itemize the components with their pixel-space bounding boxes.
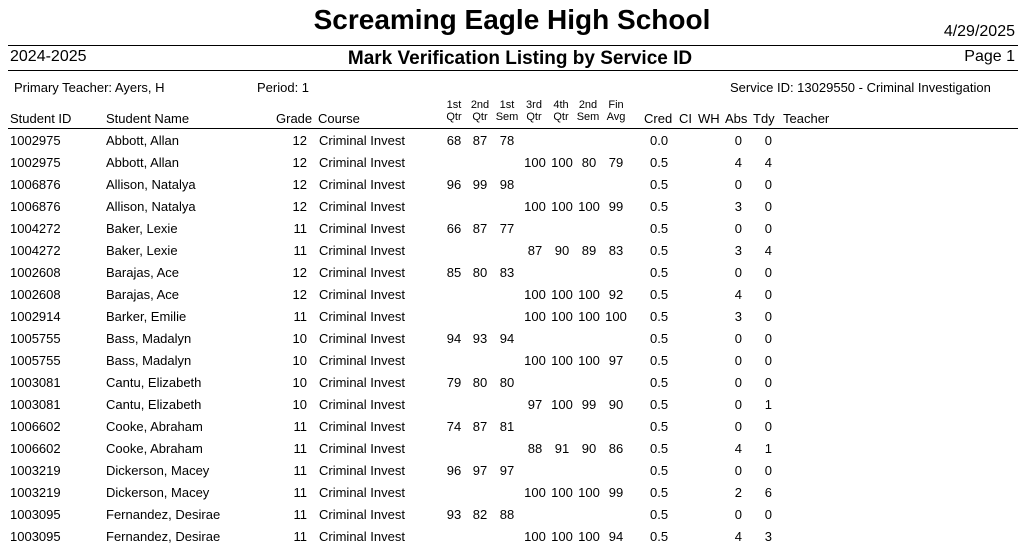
cell-q1: 96 (446, 463, 462, 478)
cell-course: Criminal Invest (319, 353, 405, 368)
cell-q2: 87 (472, 133, 488, 148)
cell-q1: 85 (446, 265, 462, 280)
cell-s1: 77 (499, 221, 515, 236)
table-row (0, 441, 1030, 463)
cell-q4: 100 (551, 155, 573, 170)
cell-q4: 100 (551, 199, 573, 214)
cell-cred: 0.5 (650, 397, 669, 412)
table-row (0, 485, 1030, 507)
cell-s2: 80 (581, 155, 597, 170)
cell-cred: 0.5 (650, 463, 669, 478)
col-header-q3: 3rd Qtr (526, 99, 542, 123)
cell-student-name: Cooke, Abraham (106, 441, 203, 456)
cell-student-id: 1003095 (10, 507, 61, 522)
report-date: 4/29/2025 (943, 23, 1015, 40)
cell-course: Criminal Invest (319, 463, 405, 478)
cell-cred: 0.5 (650, 507, 669, 522)
cell-student-name: Bass, Madalyn (106, 353, 192, 368)
cell-tdy: 0 (764, 463, 772, 478)
cell-tdy: 6 (764, 485, 772, 500)
cell-q1: 94 (446, 331, 462, 346)
cell-abs: 3 (734, 309, 742, 324)
cell-grade: 12 (292, 265, 307, 280)
cell-q3: 87 (527, 243, 543, 258)
cell-fin: 100 (605, 309, 627, 324)
cell-q2: 93 (472, 331, 488, 346)
table-row (0, 419, 1030, 441)
col-header-s1: 1st Sem (495, 99, 519, 123)
table-row (0, 353, 1030, 375)
cell-student-name: Baker, Lexie (106, 243, 178, 258)
cell-q4: 100 (551, 287, 573, 302)
cell-student-id: 1003081 (10, 375, 61, 390)
cell-grade: 11 (293, 463, 307, 478)
cell-grade: 11 (293, 221, 307, 236)
cell-grade: 11 (293, 441, 307, 456)
cell-student-id: 1003095 (10, 529, 61, 544)
cell-student-name: Cantu, Elizabeth (106, 397, 202, 412)
cell-course: Criminal Invest (319, 485, 405, 500)
cell-cred: 0.0 (650, 133, 669, 148)
col-header-course: Course (318, 111, 360, 126)
cell-grade: 11 (293, 309, 307, 324)
cell-q4: 100 (551, 397, 573, 412)
table-row (0, 155, 1030, 177)
cell-fin: 97 (608, 353, 624, 368)
cell-tdy: 0 (764, 265, 772, 280)
col-header-teacher: Teacher (783, 111, 830, 126)
cell-student-name: Cooke, Abraham (106, 419, 203, 434)
cell-q3: 100 (524, 485, 546, 500)
cell-fin: 83 (608, 243, 624, 258)
cell-q2: 99 (472, 177, 488, 192)
col-header-q1: 1st Qtr (446, 99, 462, 123)
table-row (0, 507, 1030, 529)
cell-grade: 10 (292, 353, 307, 368)
cell-s1: 94 (499, 331, 515, 346)
cell-cred: 0.5 (650, 375, 669, 390)
cell-cred: 0.5 (650, 419, 669, 434)
cell-q2: 87 (472, 221, 488, 236)
table-row (0, 265, 1030, 287)
cell-abs: 3 (734, 199, 742, 214)
cell-cred: 0.5 (650, 199, 669, 214)
cell-abs: 4 (734, 287, 742, 302)
cell-q4: 91 (554, 441, 570, 456)
cell-student-name: Barker, Emilie (106, 309, 187, 324)
cell-student-name: Fernandez, Desirae (106, 507, 221, 522)
cell-course: Criminal Invest (319, 397, 405, 412)
cell-abs: 4 (734, 529, 742, 544)
cell-fin: 86 (608, 441, 624, 456)
cell-cred: 0.5 (650, 309, 669, 324)
cell-abs: 4 (734, 441, 742, 456)
cell-tdy: 4 (764, 155, 772, 170)
cell-q1: 68 (446, 133, 462, 148)
cell-tdy: 0 (764, 133, 772, 148)
cell-cred: 0.5 (650, 265, 669, 280)
cell-fin: 99 (608, 199, 624, 214)
cell-abs: 0 (734, 221, 742, 236)
cell-student-id: 1006876 (10, 177, 61, 192)
cell-abs: 0 (734, 177, 742, 192)
cell-s1: 80 (499, 375, 515, 390)
cell-grade: 11 (293, 243, 307, 258)
cell-student-id: 1003219 (10, 463, 61, 478)
cell-grade: 12 (292, 133, 307, 148)
table-row (0, 309, 1030, 331)
cell-q4: 100 (551, 485, 573, 500)
cell-tdy: 0 (764, 419, 772, 434)
cell-q4: 100 (551, 309, 573, 324)
cell-s2: 100 (578, 529, 600, 544)
cell-q3: 100 (524, 529, 546, 544)
cell-grade: 12 (292, 199, 307, 214)
cell-s1: 78 (499, 133, 515, 148)
cell-tdy: 0 (764, 375, 772, 390)
table-row (0, 221, 1030, 243)
cell-student-id: 1002975 (10, 133, 61, 148)
table-header-divider (8, 128, 1018, 129)
cell-course: Criminal Invest (319, 375, 405, 390)
cell-tdy: 0 (764, 507, 772, 522)
cell-abs: 0 (734, 507, 742, 522)
col-header-q4: 4th Qtr (553, 99, 569, 123)
cell-q2: 80 (472, 375, 488, 390)
cell-cred: 0.5 (650, 529, 669, 544)
table-row (0, 331, 1030, 353)
cell-q3: 97 (527, 397, 543, 412)
cell-cred: 0.5 (650, 331, 669, 346)
cell-course: Criminal Invest (319, 177, 405, 192)
period: Period: 1 (257, 80, 310, 95)
cell-abs: 0 (734, 331, 742, 346)
col-header-cred: Cred (644, 111, 673, 126)
cell-q4: 100 (551, 529, 573, 544)
cell-s2: 99 (581, 397, 597, 412)
cell-tdy: 0 (764, 221, 772, 236)
cell-s1: 98 (499, 177, 515, 192)
cell-q1: 74 (446, 419, 462, 434)
cell-s2: 100 (578, 199, 600, 214)
cell-cred: 0.5 (650, 155, 669, 170)
cell-q1: 79 (446, 375, 462, 390)
cell-course: Criminal Invest (319, 155, 405, 170)
col-header-student-id: Student ID (10, 111, 72, 126)
cell-grade: 12 (292, 177, 307, 192)
table-row (0, 375, 1030, 397)
cell-s2: 100 (578, 309, 600, 324)
cell-abs: 4 (734, 155, 742, 170)
cell-course: Criminal Invest (319, 199, 405, 214)
cell-grade: 10 (292, 331, 307, 346)
cell-grade: 10 (292, 397, 307, 412)
cell-tdy: 0 (764, 287, 772, 302)
cell-abs: 2 (734, 485, 742, 500)
cell-cred: 0.5 (650, 441, 669, 456)
cell-student-id: 1002975 (10, 155, 61, 170)
cell-s1: 83 (499, 265, 515, 280)
cell-q2: 97 (472, 463, 488, 478)
cell-course: Criminal Invest (319, 529, 405, 544)
cell-student-name: Abbott, Allan (106, 155, 179, 170)
cell-s1: 88 (499, 507, 515, 522)
table-row (0, 199, 1030, 221)
cell-fin: 99 (608, 485, 624, 500)
cell-course: Criminal Invest (319, 331, 405, 346)
cell-fin: 79 (608, 155, 624, 170)
cell-abs: 0 (734, 265, 742, 280)
cell-abs: 3 (734, 243, 742, 258)
cell-grade: 11 (293, 419, 307, 434)
cell-abs: 0 (734, 397, 742, 412)
cell-grade: 12 (292, 287, 307, 302)
cell-course: Criminal Invest (319, 419, 405, 434)
cell-student-id: 1006602 (10, 419, 61, 434)
cell-student-id: 1002914 (10, 309, 61, 324)
cell-student-id: 1003219 (10, 485, 61, 500)
cell-course: Criminal Invest (319, 287, 405, 302)
cell-q3: 100 (524, 155, 546, 170)
school-name: Screaming Eagle High School (313, 4, 711, 35)
cell-student-id: 1004272 (10, 221, 61, 236)
cell-cred: 0.5 (650, 353, 669, 368)
page-number: Page 1 (964, 48, 1015, 65)
cell-student-name: Dickerson, Macey (106, 485, 210, 500)
cell-student-id: 1002608 (10, 287, 61, 302)
col-header-ci: CI (679, 111, 692, 126)
report-title: Mark Verification Listing by Service ID (347, 48, 693, 69)
service-id: Service ID: 13029550 - Criminal Investigation (730, 80, 991, 95)
cell-tdy: 0 (764, 309, 772, 324)
cell-cred: 0.5 (650, 287, 669, 302)
table-row (0, 177, 1030, 199)
cell-s2: 100 (578, 353, 600, 368)
cell-s2: 90 (581, 441, 597, 456)
cell-s2: 89 (581, 243, 597, 258)
cell-course: Criminal Invest (319, 243, 405, 258)
cell-student-name: Allison, Natalya (106, 199, 196, 214)
col-header-abs: Abs (725, 111, 748, 126)
cell-course: Criminal Invest (319, 265, 405, 280)
cell-fin: 90 (608, 397, 624, 412)
cell-abs: 0 (734, 375, 742, 390)
cell-student-name: Baker, Lexie (106, 221, 178, 236)
col-header-fin: Fin Avg (606, 99, 626, 123)
school-year: 2024-2025 (10, 48, 87, 65)
cell-q1: 93 (446, 507, 462, 522)
cell-tdy: 3 (764, 529, 772, 544)
col-header-student-name: Student Name (106, 111, 190, 126)
cell-student-name: Dickerson, Macey (106, 463, 210, 478)
cell-grade: 12 (292, 155, 307, 170)
cell-tdy: 1 (764, 397, 772, 412)
cell-abs: 0 (734, 463, 742, 478)
cell-s2: 100 (578, 287, 600, 302)
cell-s2: 100 (578, 485, 600, 500)
cell-student-name: Allison, Natalya (106, 177, 196, 192)
cell-tdy: 0 (764, 199, 772, 214)
table-row (0, 287, 1030, 309)
cell-fin: 94 (608, 529, 624, 544)
cell-s1: 97 (499, 463, 515, 478)
cell-student-name: Barajas, Ace (106, 265, 179, 280)
cell-grade: 11 (293, 507, 307, 522)
cell-course: Criminal Invest (319, 221, 405, 236)
cell-q2: 82 (472, 507, 488, 522)
table-row (0, 243, 1030, 265)
cell-student-id: 1002608 (10, 265, 61, 280)
col-header-grade: Grade (276, 111, 313, 126)
cell-q3: 100 (524, 309, 546, 324)
cell-q2: 87 (472, 419, 488, 434)
cell-course: Criminal Invest (319, 507, 405, 522)
table-row (0, 133, 1030, 155)
cell-q3: 100 (524, 287, 546, 302)
cell-student-name: Abbott, Allan (106, 133, 179, 148)
cell-q2: 80 (472, 265, 488, 280)
cell-tdy: 0 (764, 331, 772, 346)
cell-q4: 90 (554, 243, 570, 258)
table-row (0, 529, 1030, 551)
primary-teacher: Primary Teacher: Ayers, H (14, 80, 165, 95)
cell-student-id: 1005755 (10, 353, 61, 368)
cell-s1: 81 (499, 419, 515, 434)
cell-student-id: 1003081 (10, 397, 61, 412)
cell-student-id: 1004272 (10, 243, 61, 258)
col-header-s2: 2nd Sem (576, 99, 600, 123)
cell-q1: 66 (446, 221, 462, 236)
header-divider-top (8, 45, 1018, 46)
cell-cred: 0.5 (650, 177, 669, 192)
cell-tdy: 1 (764, 441, 772, 456)
cell-tdy: 4 (764, 243, 772, 258)
cell-fin: 92 (608, 287, 624, 302)
col-header-q2: 2nd Qtr (470, 99, 490, 123)
header-divider-bottom (8, 70, 1018, 71)
cell-abs: 0 (734, 133, 742, 148)
cell-tdy: 0 (764, 177, 772, 192)
cell-q3: 100 (524, 353, 546, 368)
cell-student-name: Fernandez, Desirae (106, 529, 221, 544)
cell-student-name: Cantu, Elizabeth (106, 375, 202, 390)
cell-q3: 100 (524, 199, 546, 214)
cell-student-id: 1005755 (10, 331, 61, 346)
cell-q4: 100 (551, 353, 573, 368)
cell-course: Criminal Invest (319, 309, 405, 324)
cell-q1: 96 (446, 177, 462, 192)
cell-student-id: 1006602 (10, 441, 61, 456)
cell-tdy: 0 (764, 353, 772, 368)
col-header-wh: WH (698, 111, 720, 126)
cell-grade: 10 (292, 375, 307, 390)
cell-course: Criminal Invest (319, 133, 405, 148)
cell-cred: 0.5 (650, 221, 669, 236)
cell-student-id: 1006876 (10, 199, 61, 214)
cell-student-name: Barajas, Ace (106, 287, 179, 302)
cell-cred: 0.5 (650, 485, 669, 500)
cell-abs: 0 (734, 353, 742, 368)
cell-abs: 0 (734, 419, 742, 434)
col-header-tdy: Tdy (753, 111, 775, 126)
cell-grade: 11 (293, 485, 307, 500)
cell-cred: 0.5 (650, 243, 669, 258)
cell-student-name: Bass, Madalyn (106, 331, 192, 346)
cell-q3: 88 (527, 441, 543, 456)
table-row (0, 397, 1030, 419)
cell-grade: 11 (293, 529, 307, 544)
table-row (0, 463, 1030, 485)
cell-course: Criminal Invest (319, 441, 405, 456)
